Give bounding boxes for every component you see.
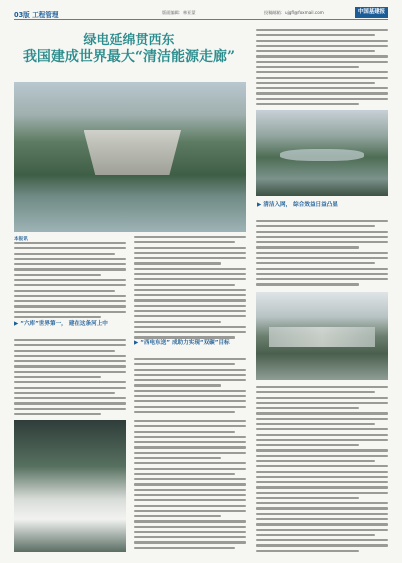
page-header [14, 6, 388, 20]
headline-line-1: 绿电延绵贯西东 [83, 33, 175, 48]
middle-column-text-2 [134, 358, 246, 416]
spillway-photo [14, 420, 126, 552]
headline-line-2: 我国建成世界最大“清洁能源走廊” [22, 49, 236, 65]
canyon-dam-photo [256, 292, 388, 380]
left-column-text-2 [14, 339, 126, 418]
subhead-clean-grid: ▶ 清洁入网， 综合效益日益凸显 [257, 202, 338, 208]
subhead-six-reservoirs: ▶ “六库”世界第一， 建在这条河上中 [14, 321, 108, 327]
section-label: 03版 工程管理 [14, 11, 59, 19]
middle-column-text-1 [134, 236, 246, 342]
middle-column-text-3 [134, 420, 246, 552]
subhead-west-east: ▶ “西电东送” 成助力实现“双碳”目标 [134, 340, 230, 346]
submission-email: 投稿邮箱：ujgfl@foxmail.com [264, 10, 324, 15]
right-column-text-top [256, 29, 388, 108]
dam-aerial-photo [14, 82, 246, 232]
newspaper-logo: 中国基建报 [355, 7, 388, 18]
left-column-text-1 [14, 242, 126, 321]
reservoir-photo [256, 110, 388, 196]
right-column-text-bottom [256, 386, 388, 555]
right-column-text-mid [256, 220, 388, 289]
lead-label: 本报讯 [14, 237, 28, 242]
editor-credit: 版面编辑：林亚蒙 [162, 10, 196, 15]
